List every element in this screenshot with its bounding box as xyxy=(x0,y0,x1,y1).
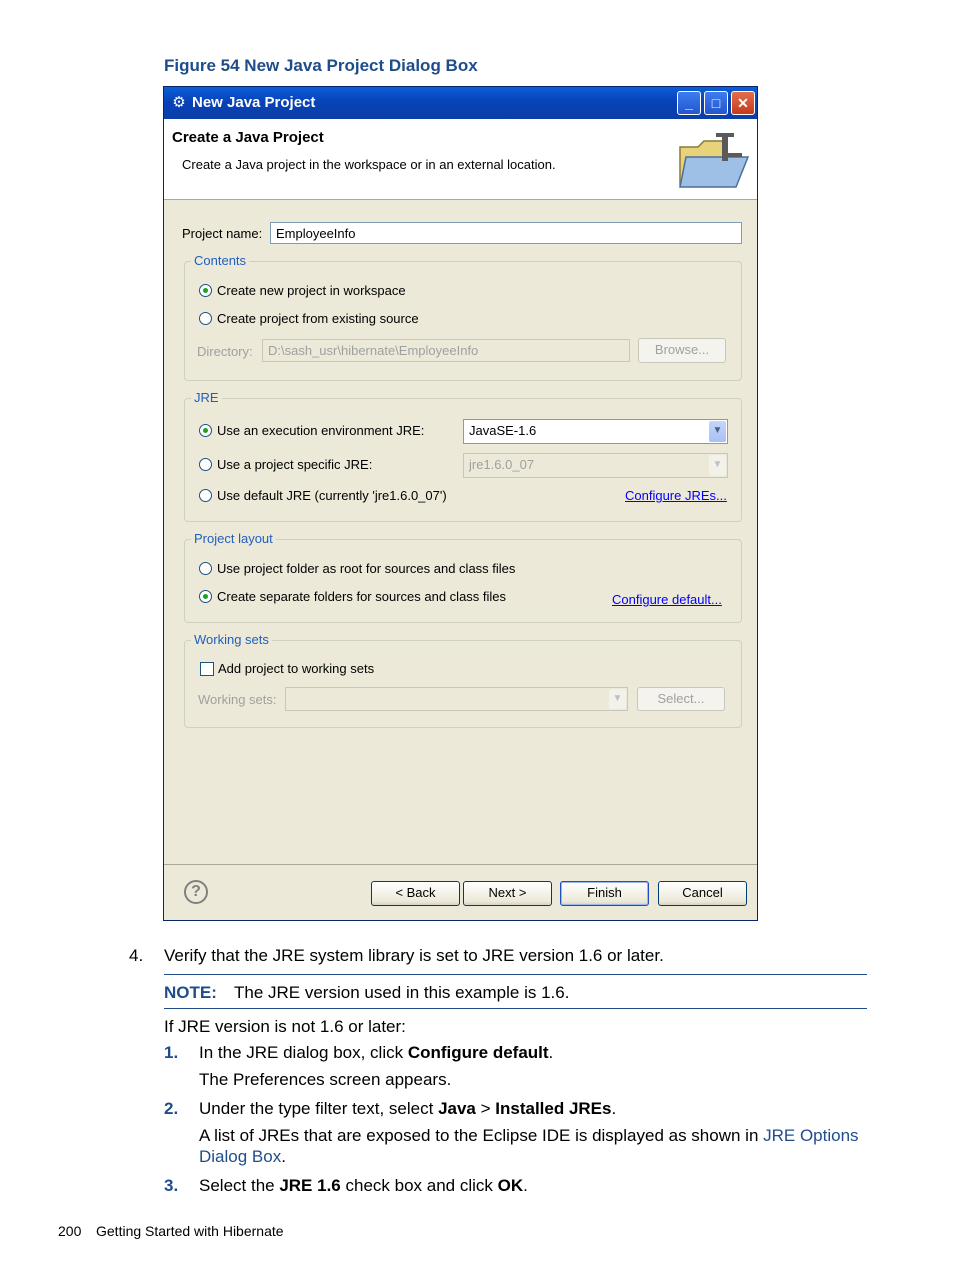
substep-2-bold-java: Java xyxy=(438,1099,476,1118)
substep-1-bold: Configure default xyxy=(407,1043,549,1062)
substep-1-text-a: In the JRE dialog box, click xyxy=(199,1043,408,1062)
window-title: New Java Project xyxy=(192,94,316,111)
browse-button[interactable]: Browse... xyxy=(638,338,726,363)
default-jre-label[interactable]: Use default JRE (currently 'jre1.6.0_07') xyxy=(217,488,447,503)
substep-3-bold-jre: JRE 1.6 xyxy=(279,1176,341,1195)
step-4-number: 4. xyxy=(129,946,144,965)
substep-2-result-text: A list of JREs that are exposed to the Eclipse IDE is displayed as shown in xyxy=(199,1126,764,1145)
working-sets-label: Working sets: xyxy=(198,692,277,707)
substep-2-text xyxy=(199,1099,616,1119)
add-to-working-sets-checkbox[interactable] xyxy=(200,662,214,676)
create-new-project-label[interactable]: Create new project in workspace xyxy=(217,283,406,298)
note-text: The JRE version used in this example is 1.6. xyxy=(234,983,570,1002)
create-from-existing-label[interactable]: Create project from existing source xyxy=(217,311,419,326)
substep-2-bold-installed: Installed JREs xyxy=(495,1099,612,1118)
substep-3-text-c: check box and click xyxy=(340,1176,498,1195)
note-label: NOTE: xyxy=(164,983,217,1002)
default-jre-radio[interactable] xyxy=(199,489,212,502)
figure-caption: Figure 54 New Java Project Dialog Box xyxy=(164,56,478,75)
next-button[interactable]: Next > xyxy=(463,881,552,906)
note-top-rule xyxy=(164,974,867,975)
jre-group-title: JRE xyxy=(191,390,222,405)
project-layout-group xyxy=(184,539,742,623)
chevron-down-icon[interactable]: ▼ xyxy=(609,689,626,709)
project-specific-jre-radio[interactable] xyxy=(199,458,212,471)
substep-2-result-line2 xyxy=(199,1147,286,1167)
project-specific-jre-value: jre1.6.0_07 xyxy=(469,457,535,472)
substep-3-text-a: Select the xyxy=(199,1176,280,1195)
wizard-description: Create a Java project in the workspace or in an external location. xyxy=(182,157,556,172)
close-button[interactable]: ✕ xyxy=(731,91,755,115)
minimize-button[interactable]: _ xyxy=(677,91,701,115)
add-to-working-sets-label[interactable]: Add project to working sets xyxy=(218,661,375,676)
separate-folders-label[interactable]: Create separate folders for sources and class files xyxy=(217,589,507,604)
substep-3-text xyxy=(199,1176,528,1196)
project-layout-group-title: Project layout xyxy=(191,531,276,546)
select-working-sets-button[interactable]: Select... xyxy=(637,687,725,711)
substep-1-text xyxy=(199,1043,553,1063)
maximize-button[interactable]: □ xyxy=(704,91,728,115)
execution-env-value: JavaSE-1.6 xyxy=(469,423,537,438)
substep-3-bold-ok: OK xyxy=(497,1176,524,1195)
substep-2-text-e: . xyxy=(611,1099,617,1118)
create-from-existing-radio[interactable] xyxy=(199,312,212,325)
eclipse-gear-icon: ⚙ xyxy=(172,94,186,111)
project-name-input[interactable]: EmployeeInfo xyxy=(270,222,742,244)
footer-separator xyxy=(164,864,757,865)
execution-env-select[interactable] xyxy=(463,419,728,444)
execution-env-jre-label[interactable]: Use an execution environment JRE: xyxy=(217,423,425,438)
working-sets-group-title: Working sets xyxy=(191,632,272,647)
project-specific-jre-select[interactable] xyxy=(463,453,728,478)
page-number: 200 xyxy=(58,1223,82,1239)
directory-label: Directory: xyxy=(197,344,253,359)
project-name-label: Project name: xyxy=(182,226,263,241)
configure-default-link[interactable]: Configure default... xyxy=(612,592,722,607)
substep-1-number: 1. xyxy=(164,1043,179,1062)
working-sets-group xyxy=(184,640,742,728)
working-sets-select[interactable] xyxy=(285,687,628,711)
substep-1-text-c: . xyxy=(548,1043,554,1062)
chevron-down-icon[interactable]: ▼ xyxy=(709,421,726,442)
substep-2-number: 2. xyxy=(164,1099,179,1118)
note-bottom-rule xyxy=(164,1008,867,1009)
directory-input[interactable]: D:\sash_usr\hibernate\EmployeeInfo xyxy=(262,339,630,362)
configure-jres-link[interactable]: Configure JREs... xyxy=(625,488,727,503)
java-folder-icon xyxy=(676,129,752,193)
step-4-text: Verify that the JRE system library is set to JRE version 1.6 or later. xyxy=(164,946,664,965)
substep-3-text-e: . xyxy=(523,1176,528,1195)
substep-3-number: 3. xyxy=(164,1176,179,1195)
help-icon[interactable]: ? xyxy=(184,880,208,904)
substep-2-text-c: > xyxy=(475,1099,496,1118)
back-button[interactable]: < Back xyxy=(371,881,460,906)
substep-2-text-a: Under the type filter text, select xyxy=(199,1099,439,1118)
project-folder-root-label[interactable]: Use project folder as root for sources and class files xyxy=(217,561,516,576)
jre-options-link-part2[interactable]: Dialog Box xyxy=(199,1147,282,1166)
chevron-down-icon[interactable]: ▼ xyxy=(709,455,726,476)
create-new-project-radio[interactable] xyxy=(199,284,212,297)
project-folder-root-radio[interactable] xyxy=(199,562,212,575)
execution-env-jre-radio[interactable] xyxy=(199,424,212,437)
finish-button[interactable]: Finish xyxy=(560,881,649,906)
contents-group-title: Contents xyxy=(191,253,249,268)
title-bar[interactable] xyxy=(164,87,757,119)
cancel-button[interactable]: Cancel xyxy=(658,881,747,906)
new-java-project-dialog xyxy=(163,86,758,921)
section-title: Getting Started with Hibernate xyxy=(96,1223,284,1239)
separate-folders-radio[interactable] xyxy=(199,590,212,603)
substep-2-result-end: . xyxy=(281,1147,286,1166)
substep-2-result-line1 xyxy=(199,1126,859,1146)
wizard-header xyxy=(164,119,757,200)
condition-text: If JRE version is not 1.6 or later: xyxy=(164,1017,406,1036)
project-specific-jre-label[interactable]: Use a project specific JRE: xyxy=(217,457,373,472)
jre-options-link-part1[interactable]: JRE Options xyxy=(763,1126,859,1145)
wizard-title: Create a Java Project xyxy=(172,129,324,146)
substep-1-result: The Preferences screen appears. xyxy=(199,1070,452,1089)
